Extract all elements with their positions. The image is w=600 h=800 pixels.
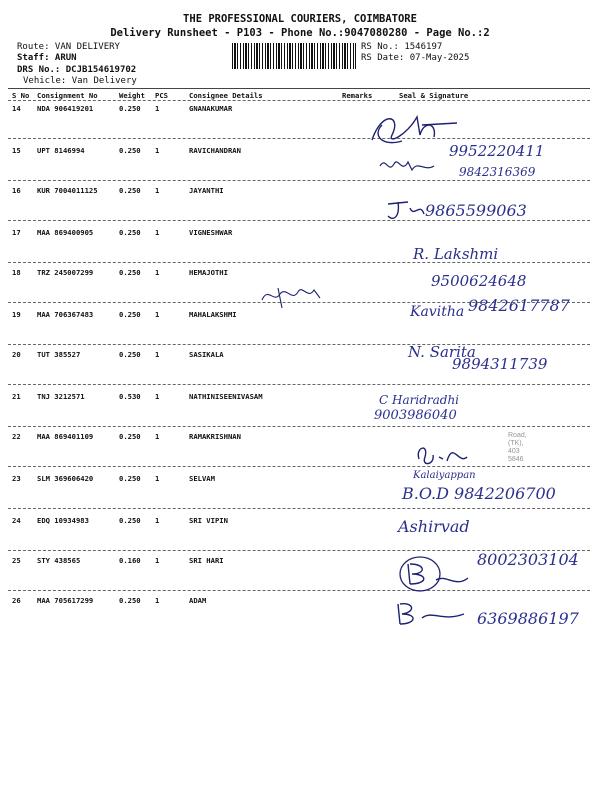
col-sno: S No — [12, 91, 30, 100]
col-consignment: Consignment No — [37, 91, 98, 100]
row-pcs: 1 — [155, 474, 160, 483]
row-divider — [8, 590, 590, 591]
row-divider — [8, 426, 590, 427]
signature-row14 — [362, 105, 462, 155]
vehicle-label: Vehicle: Van Delivery — [23, 76, 137, 86]
row-divider — [8, 220, 590, 221]
signature-row26 — [392, 592, 472, 632]
row-pcs: 1 — [155, 104, 160, 113]
row-pcs: 1 — [155, 392, 160, 401]
row-consignment-no: MAA 869400905 — [37, 228, 94, 237]
hw-phone-r25: 8002303104 — [477, 550, 579, 569]
rs-date: RS Date: 07-May-2025 — [361, 53, 470, 63]
row-weight: 0.250 — [119, 596, 141, 605]
row-sno: 16 — [12, 186, 21, 195]
row-pcs: 1 — [155, 228, 160, 237]
table-row — [0, 104, 600, 124]
hw-phone-r15: 9952220411 — [449, 142, 545, 160]
header-divider — [8, 88, 590, 89]
col-remarks: Remarks — [342, 91, 373, 100]
seal-stamp: Road, (TK), 403 5846 — [508, 432, 527, 463]
row-sno: 21 — [12, 392, 21, 401]
hw-name-r21: C Haridradhi — [379, 393, 460, 407]
staff-label: Staff: ARUN — [17, 53, 77, 63]
row-weight: 0.250 — [119, 350, 141, 359]
row-weight: 0.250 — [119, 146, 141, 155]
signature-row22 — [413, 437, 473, 469]
row-consignee: SASIKALA — [189, 350, 224, 359]
company-title: THE PROFESSIONAL COURIERS, COIMBATORE — [183, 13, 417, 25]
row-weight: 0.250 — [119, 104, 141, 113]
row-divider — [8, 508, 590, 509]
hw-phone-r19: 9842617787 — [468, 296, 570, 315]
row-divider — [8, 100, 590, 101]
row-weight: 0.160 — [119, 556, 141, 565]
row-divider — [8, 344, 590, 345]
table-row — [0, 392, 600, 412]
route-label: Route: VAN DELIVERY — [17, 42, 120, 52]
row-divider — [8, 466, 590, 467]
col-pcs: PCS — [155, 91, 168, 100]
row-consignee: SELVAM — [189, 474, 215, 483]
barcode — [232, 43, 356, 69]
row-pcs: 1 — [155, 186, 160, 195]
row-consignee: NATHINISEENIVASAM — [189, 392, 263, 401]
runsheet-subtitle: Delivery Runsheet - P103 - Phone No.:9047080280 - Page No.:2 — [110, 27, 490, 39]
signature-row25 — [396, 550, 476, 598]
col-seal-signature: Seal & Signature — [399, 91, 469, 100]
row-sno: 24 — [12, 516, 21, 525]
rs-number: RS No.: 1546197 — [361, 42, 443, 52]
row-sno: 17 — [12, 228, 21, 237]
row-sno: 18 — [12, 268, 21, 277]
signature-row18 — [258, 280, 330, 308]
row-pcs: 1 — [155, 146, 160, 155]
row-weight: 0.250 — [119, 516, 141, 525]
row-pcs: 1 — [155, 432, 160, 441]
signature-row15 — [378, 152, 438, 180]
row-divider — [8, 262, 590, 263]
row-consignment-no: STY 438565 — [37, 556, 81, 565]
row-divider — [8, 180, 590, 181]
row-consignee: GNANAKUMAR — [189, 104, 233, 113]
row-consignment-no: TRZ 245007299 — [37, 268, 94, 277]
row-consignment-no: MAA 706367483 — [37, 310, 94, 319]
row-weight: 0.250 — [119, 474, 141, 483]
row-divider — [8, 384, 590, 385]
hw-phone2-r15: 9842316369 — [459, 165, 536, 179]
row-consignment-no: MAA 705617299 — [37, 596, 94, 605]
row-pcs: 1 — [155, 310, 160, 319]
row-consignment-no: MAA 869401109 — [37, 432, 94, 441]
col-weight: Weight — [119, 91, 145, 100]
row-sno: 22 — [12, 432, 21, 441]
row-consignee: VIGNESHWAR — [189, 228, 233, 237]
row-consignee: SRI VIPIN — [189, 516, 228, 525]
row-divider — [8, 138, 590, 139]
row-sno: 19 — [12, 310, 21, 319]
row-consignment-no: NDA 906419201 — [37, 104, 94, 113]
row-pcs: 1 — [155, 596, 160, 605]
hw-name-r19: Kavitha — [410, 304, 465, 320]
row-consignment-no: KUR 7004011125 — [37, 186, 98, 195]
row-consignment-no: SLM 369606420 — [37, 474, 94, 483]
table-row — [0, 228, 600, 248]
row-sno: 20 — [12, 350, 21, 359]
col-consignee: Consignee Details — [189, 91, 263, 100]
row-consignee: JAYANTHI — [189, 186, 224, 195]
row-weight: 0.250 — [119, 228, 141, 237]
row-consignee: ADAM — [189, 596, 207, 605]
hw-name-r24: Ashirvad — [398, 517, 470, 536]
row-pcs: 1 — [155, 350, 160, 359]
row-consignee: HEMAJOTHI — [189, 268, 228, 277]
hw-phone-r18: 9500624648 — [431, 272, 527, 290]
row-weight: 0.250 — [119, 432, 141, 441]
row-sno: 26 — [12, 596, 21, 605]
row-pcs: 1 — [155, 268, 160, 277]
hw-name-r23: Kalaiyappan — [413, 470, 476, 481]
hw-phone-r16: 9865599063 — [425, 201, 527, 220]
row-consignment-no: UPT 8146994 — [37, 146, 85, 155]
row-sno: 14 — [12, 104, 21, 113]
row-consignment-no: TUT 385527 — [37, 350, 81, 359]
row-sno: 23 — [12, 474, 21, 483]
row-sno: 15 — [12, 146, 21, 155]
drs-number: DRS No.: DCJB154619702 — [17, 65, 137, 75]
row-consignment-no: EDQ 10934983 — [37, 516, 89, 525]
row-consignee: RAMAKRISHNAN — [189, 432, 241, 441]
row-pcs: 1 — [155, 556, 160, 565]
row-consignee: SRI HARI — [189, 556, 224, 565]
hw-phone-r23: B.O.D 9842206700 — [402, 484, 556, 503]
row-weight: 0.250 — [119, 186, 141, 195]
row-weight: 0.250 — [119, 310, 141, 319]
hw-phone-r21: 9003986040 — [374, 408, 457, 423]
table-row — [0, 516, 600, 536]
hw-name-r18: R. Lakshmi — [413, 245, 499, 263]
row-weight: 0.250 — [119, 268, 141, 277]
row-pcs: 1 — [155, 516, 160, 525]
hw-name-r20: N. Sarita — [408, 343, 476, 361]
row-consignee: MAHALAKSHMI — [189, 310, 237, 319]
row-consignee: RAVICHANDRAN — [189, 146, 241, 155]
hw-phone-r26: 6369886197 — [477, 609, 579, 628]
row-consignment-no: TNJ 3212571 — [37, 392, 85, 401]
row-sno: 25 — [12, 556, 21, 565]
row-weight: 0.530 — [119, 392, 141, 401]
hw-phone-r20: 9894311739 — [452, 355, 548, 373]
